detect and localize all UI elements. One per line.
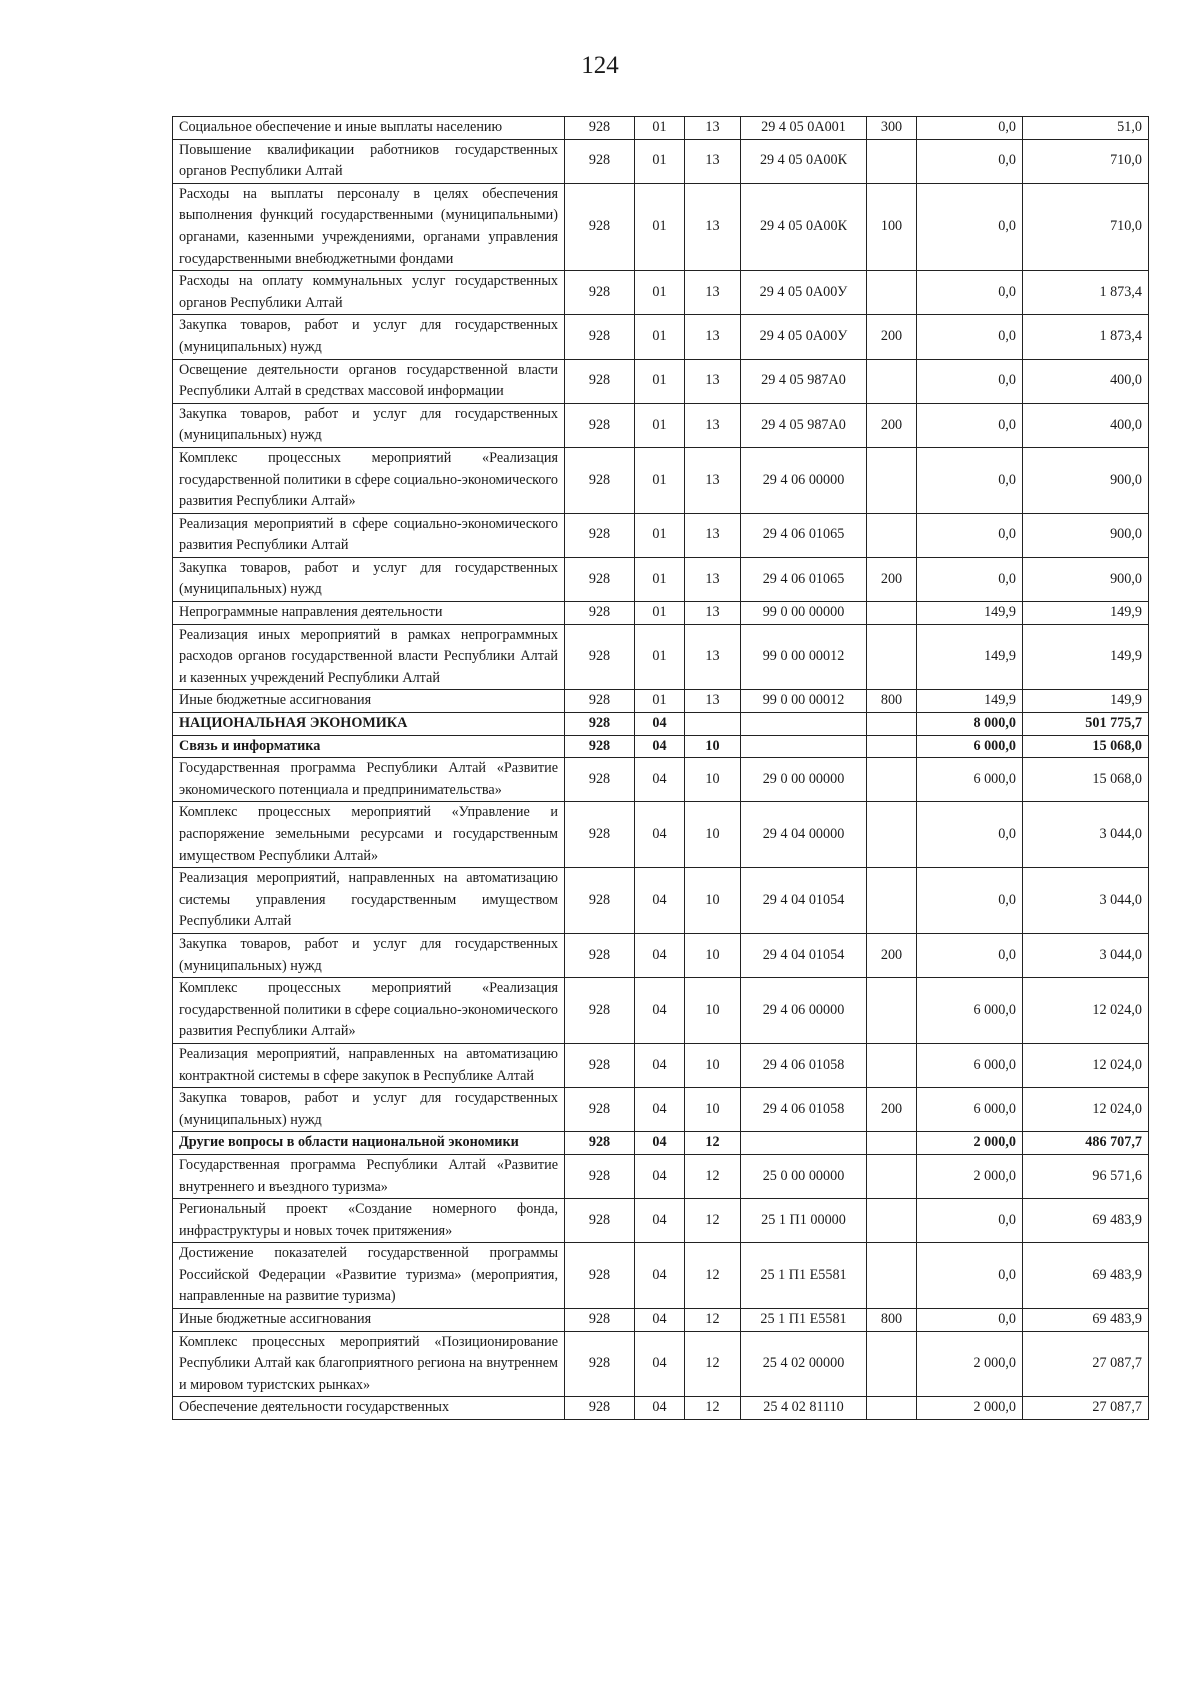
cell-subsection: 13	[685, 557, 741, 601]
cell-amount-1: 0,0	[917, 1199, 1023, 1243]
cell-section: 04	[635, 1243, 685, 1309]
cell-grbs: 928	[565, 1199, 635, 1243]
cell-grbs: 928	[565, 1243, 635, 1309]
cell-name: Комплекс процессных мероприятий «Реализация государственной политики в сфере социально-экономического развития Республики Алтай»	[173, 447, 565, 513]
cell-grbs: 928	[565, 758, 635, 802]
table-row	[173, 933, 1149, 977]
cell-name: Государственная программа Республики Алтай «Развитие экономического потенциала и предпринимательства»	[173, 758, 565, 802]
cell-grbs: 928	[565, 933, 635, 977]
cell-subsection: 10	[685, 802, 741, 868]
cell-name: Закупка товаров, работ и услуг для государственных (муниципальных) нужд	[173, 557, 565, 601]
table-row	[173, 735, 1149, 758]
cell-amount-2: 149,9	[1023, 602, 1149, 625]
cell-subsection: 10	[685, 933, 741, 977]
cell-subsection: 13	[685, 315, 741, 359]
table-row	[173, 1309, 1149, 1332]
cell-section: 01	[635, 557, 685, 601]
cell-name: Закупка товаров, работ и услуг для государственных (муниципальных) нужд	[173, 403, 565, 447]
cell-amount-1: 6 000,0	[917, 1043, 1023, 1087]
cell-section: 04	[635, 1043, 685, 1087]
cell-amount-2: 710,0	[1023, 183, 1149, 270]
cell-amount-2: 15 068,0	[1023, 735, 1149, 758]
table-row	[173, 183, 1149, 270]
cell-name: Закупка товаров, работ и услуг для государственных (муниципальных) нужд	[173, 933, 565, 977]
cell-name: Освещение деятельности органов государственной власти Республики Алтай в средствах массовой информации	[173, 359, 565, 403]
table-row	[173, 271, 1149, 315]
cell-name: Государственная программа Республики Алтай «Развитие внутреннего и въездного туризма»	[173, 1154, 565, 1198]
table-row	[173, 1397, 1149, 1420]
cell-name: Достижение показателей государственной программы Российской Федерации «Развитие туризма» (мероприятия, направленные на развитие туризма)	[173, 1243, 565, 1309]
cell-section: 04	[635, 1199, 685, 1243]
cell-amount-1: 0,0	[917, 802, 1023, 868]
cell-target-article: 29 4 05 0А001	[741, 117, 867, 140]
cell-section: 01	[635, 271, 685, 315]
cell-subsection: 10	[685, 735, 741, 758]
table-row	[173, 1199, 1149, 1243]
cell-expense-type: 200	[867, 315, 917, 359]
cell-section: 01	[635, 447, 685, 513]
cell-grbs: 928	[565, 690, 635, 713]
cell-grbs: 928	[565, 1397, 635, 1420]
cell-section: 04	[635, 1088, 685, 1132]
cell-grbs: 928	[565, 557, 635, 601]
cell-expense-type	[867, 624, 917, 690]
cell-target-article: 25 1 П1 00000	[741, 1199, 867, 1243]
cell-expense-type	[867, 513, 917, 557]
cell-subsection: 13	[685, 271, 741, 315]
cell-name: Расходы на оплату коммунальных услуг государственных органов Республики Алтай	[173, 271, 565, 315]
cell-grbs: 928	[565, 447, 635, 513]
cell-target-article: 29 4 06 01065	[741, 513, 867, 557]
cell-target-article: 29 4 06 01058	[741, 1088, 867, 1132]
cell-section: 01	[635, 139, 685, 183]
cell-grbs: 928	[565, 624, 635, 690]
cell-subsection: 12	[685, 1243, 741, 1309]
cell-subsection: 10	[685, 978, 741, 1044]
cell-target-article: 29 4 06 00000	[741, 978, 867, 1044]
cell-target-article: 29 4 05 0А00К	[741, 183, 867, 270]
table-row	[173, 868, 1149, 934]
cell-amount-1: 0,0	[917, 933, 1023, 977]
cell-grbs: 928	[565, 713, 635, 736]
cell-subsection: 13	[685, 447, 741, 513]
cell-amount-2: 3 044,0	[1023, 933, 1149, 977]
table-row	[173, 1154, 1149, 1198]
cell-amount-2: 400,0	[1023, 359, 1149, 403]
cell-name: Комплекс процессных мероприятий «Управление и распоряжение земельными ресурсами и государственным имуществом Республики Алтай»	[173, 802, 565, 868]
cell-amount-1: 0,0	[917, 557, 1023, 601]
cell-amount-1: 0,0	[917, 117, 1023, 140]
budget-table	[172, 116, 1149, 1420]
table-row	[173, 802, 1149, 868]
cell-name: Связь и информатика	[173, 735, 565, 758]
cell-amount-2: 12 024,0	[1023, 1043, 1149, 1087]
cell-name: Закупка товаров, работ и услуг для государственных (муниципальных) нужд	[173, 1088, 565, 1132]
cell-subsection: 13	[685, 117, 741, 140]
cell-amount-2: 501 775,7	[1023, 713, 1149, 736]
cell-section: 04	[635, 868, 685, 934]
cell-amount-2: 400,0	[1023, 403, 1149, 447]
cell-target-article	[741, 735, 867, 758]
cell-subsection: 12	[685, 1132, 741, 1155]
cell-grbs: 928	[565, 359, 635, 403]
cell-amount-1: 0,0	[917, 447, 1023, 513]
cell-expense-type: 200	[867, 557, 917, 601]
cell-section: 04	[635, 1309, 685, 1332]
cell-section: 01	[635, 690, 685, 713]
cell-target-article: 29 4 04 01054	[741, 933, 867, 977]
cell-name: НАЦИОНАЛЬНАЯ ЭКОНОМИКА	[173, 713, 565, 736]
cell-amount-1: 6 000,0	[917, 1088, 1023, 1132]
table-row	[173, 758, 1149, 802]
cell-amount-1: 8 000,0	[917, 713, 1023, 736]
cell-amount-1: 0,0	[917, 513, 1023, 557]
cell-subsection: 12	[685, 1331, 741, 1397]
cell-section: 01	[635, 359, 685, 403]
cell-expense-type	[867, 713, 917, 736]
cell-expense-type	[867, 758, 917, 802]
cell-section: 04	[635, 1331, 685, 1397]
cell-target-article: 29 4 05 0А00К	[741, 139, 867, 183]
cell-amount-2: 1 873,4	[1023, 271, 1149, 315]
cell-amount-2: 27 087,7	[1023, 1331, 1149, 1397]
cell-amount-1: 0,0	[917, 1243, 1023, 1309]
cell-expense-type	[867, 868, 917, 934]
cell-amount-1: 6 000,0	[917, 758, 1023, 802]
cell-expense-type: 200	[867, 403, 917, 447]
cell-section: 01	[635, 183, 685, 270]
cell-target-article: 29 4 06 01058	[741, 1043, 867, 1087]
table-row	[173, 713, 1149, 736]
cell-amount-2: 69 483,9	[1023, 1309, 1149, 1332]
cell-expense-type: 100	[867, 183, 917, 270]
cell-amount-1: 149,9	[917, 602, 1023, 625]
table-row	[173, 315, 1149, 359]
cell-amount-2: 486 707,7	[1023, 1132, 1149, 1155]
cell-expense-type: 200	[867, 933, 917, 977]
cell-expense-type	[867, 139, 917, 183]
cell-target-article: 99 0 00 00012	[741, 624, 867, 690]
cell-subsection: 12	[685, 1154, 741, 1198]
cell-name: Реализация иных мероприятий в рамках непрограммных расходов органов государственной власти Республики Алтай и казенных учреждений Республики Алтай	[173, 624, 565, 690]
cell-amount-2: 149,9	[1023, 624, 1149, 690]
cell-expense-type	[867, 1243, 917, 1309]
cell-expense-type	[867, 447, 917, 513]
table-row	[173, 447, 1149, 513]
cell-section: 04	[635, 758, 685, 802]
cell-target-article: 99 0 00 00000	[741, 602, 867, 625]
page-number: 124	[581, 52, 619, 79]
cell-subsection: 12	[685, 1397, 741, 1420]
cell-grbs: 928	[565, 602, 635, 625]
cell-amount-1: 6 000,0	[917, 978, 1023, 1044]
cell-section: 01	[635, 403, 685, 447]
table-row	[173, 403, 1149, 447]
cell-target-article: 29 0 00 00000	[741, 758, 867, 802]
cell-target-article: 25 4 02 81110	[741, 1397, 867, 1420]
cell-grbs: 928	[565, 403, 635, 447]
cell-name: Реализация мероприятий в сфере социально-экономического развития Республики Алтай	[173, 513, 565, 557]
cell-name: Реализация мероприятий, направленных на автоматизацию контрактной системы в сфере закупок в Республике Алтай	[173, 1043, 565, 1087]
table-row	[173, 1132, 1149, 1155]
cell-expense-type	[867, 1397, 917, 1420]
cell-expense-type	[867, 359, 917, 403]
cell-amount-1: 2 000,0	[917, 1331, 1023, 1397]
table-row	[173, 1331, 1149, 1397]
cell-target-article: 29 4 05 987А0	[741, 359, 867, 403]
cell-expense-type: 200	[867, 1088, 917, 1132]
table-row	[173, 602, 1149, 625]
cell-amount-2: 69 483,9	[1023, 1243, 1149, 1309]
cell-expense-type	[867, 602, 917, 625]
cell-amount-2: 900,0	[1023, 447, 1149, 513]
cell-grbs: 928	[565, 139, 635, 183]
table-row	[173, 139, 1149, 183]
cell-grbs: 928	[565, 183, 635, 270]
cell-grbs: 928	[565, 271, 635, 315]
cell-subsection: 13	[685, 624, 741, 690]
cell-expense-type	[867, 978, 917, 1044]
cell-amount-1: 0,0	[917, 139, 1023, 183]
cell-amount-2: 900,0	[1023, 513, 1149, 557]
cell-grbs: 928	[565, 1088, 635, 1132]
cell-name: Региональный проект «Создание номерного фонда, инфраструктуры и новых точек притяжения»	[173, 1199, 565, 1243]
cell-name: Комплекс процессных мероприятий «Реализация государственной политики в сфере социально-экономического развития Республики Алтай»	[173, 978, 565, 1044]
cell-expense-type	[867, 735, 917, 758]
cell-amount-1: 0,0	[917, 271, 1023, 315]
cell-amount-2: 710,0	[1023, 139, 1149, 183]
cell-grbs: 928	[565, 868, 635, 934]
cell-name: Социальное обеспечение и иные выплаты населению	[173, 117, 565, 140]
cell-target-article: 29 4 04 00000	[741, 802, 867, 868]
cell-amount-2: 12 024,0	[1023, 1088, 1149, 1132]
table-row	[173, 1043, 1149, 1087]
cell-amount-1: 2 000,0	[917, 1397, 1023, 1420]
cell-expense-type: 800	[867, 690, 917, 713]
cell-amount-2: 51,0	[1023, 117, 1149, 140]
cell-grbs: 928	[565, 1331, 635, 1397]
table-row	[173, 359, 1149, 403]
cell-amount-2: 12 024,0	[1023, 978, 1149, 1044]
cell-amount-1: 0,0	[917, 183, 1023, 270]
cell-subsection: 10	[685, 868, 741, 934]
cell-amount-2: 27 087,7	[1023, 1397, 1149, 1420]
cell-subsection: 12	[685, 1309, 741, 1332]
cell-grbs: 928	[565, 802, 635, 868]
cell-amount-1: 6 000,0	[917, 735, 1023, 758]
cell-section: 04	[635, 735, 685, 758]
cell-amount-2: 3 044,0	[1023, 802, 1149, 868]
cell-name: Повышение квалификации работников государственных органов Республики Алтай	[173, 139, 565, 183]
cell-grbs: 928	[565, 315, 635, 359]
cell-subsection: 13	[685, 139, 741, 183]
cell-grbs: 928	[565, 1154, 635, 1198]
cell-name: Непрограммные направления деятельности	[173, 602, 565, 625]
cell-expense-type	[867, 1132, 917, 1155]
cell-amount-2: 149,9	[1023, 690, 1149, 713]
table-row	[173, 690, 1149, 713]
cell-expense-type	[867, 1043, 917, 1087]
cell-subsection: 10	[685, 1043, 741, 1087]
cell-name: Другие вопросы в области национальной экономики	[173, 1132, 565, 1155]
table-row	[173, 978, 1149, 1044]
cell-subsection: 13	[685, 403, 741, 447]
table-row	[173, 117, 1149, 140]
cell-grbs: 928	[565, 735, 635, 758]
cell-subsection	[685, 713, 741, 736]
cell-expense-type: 800	[867, 1309, 917, 1332]
cell-target-article: 99 0 00 00012	[741, 690, 867, 713]
table-row	[173, 624, 1149, 690]
cell-grbs: 928	[565, 1043, 635, 1087]
table-row	[173, 513, 1149, 557]
cell-name: Иные бюджетные ассигнования	[173, 1309, 565, 1332]
cell-target-article: 29 4 06 00000	[741, 447, 867, 513]
cell-section: 01	[635, 117, 685, 140]
cell-amount-2: 69 483,9	[1023, 1199, 1149, 1243]
cell-amount-2: 3 044,0	[1023, 868, 1149, 934]
cell-amount-2: 96 571,6	[1023, 1154, 1149, 1198]
cell-expense-type	[867, 271, 917, 315]
cell-target-article: 25 1 П1 Е5581	[741, 1309, 867, 1332]
cell-grbs: 928	[565, 1309, 635, 1332]
cell-target-article: 25 0 00 00000	[741, 1154, 867, 1198]
cell-expense-type	[867, 1331, 917, 1397]
cell-amount-2: 1 873,4	[1023, 315, 1149, 359]
cell-subsection: 13	[685, 513, 741, 557]
cell-amount-2: 15 068,0	[1023, 758, 1149, 802]
cell-expense-type: 300	[867, 117, 917, 140]
cell-name: Обеспечение деятельности государственных	[173, 1397, 565, 1420]
cell-expense-type	[867, 802, 917, 868]
cell-amount-1: 0,0	[917, 1309, 1023, 1332]
table-row	[173, 1088, 1149, 1132]
cell-name: Расходы на выплаты персоналу в целях обеспечения выполнения функций государственными (муниципальными) органами, казенными учреждениями, органами управления государственными внебюджетными фондами	[173, 183, 565, 270]
table-row	[173, 1243, 1149, 1309]
cell-amount-1: 149,9	[917, 690, 1023, 713]
cell-amount-1: 0,0	[917, 868, 1023, 934]
cell-subsection: 10	[685, 758, 741, 802]
cell-section: 04	[635, 802, 685, 868]
cell-subsection: 13	[685, 602, 741, 625]
cell-target-article: 29 4 05 987А0	[741, 403, 867, 447]
cell-section: 01	[635, 624, 685, 690]
cell-section: 04	[635, 933, 685, 977]
cell-target-article	[741, 713, 867, 736]
cell-target-article: 29 4 05 0А00У	[741, 271, 867, 315]
cell-grbs: 928	[565, 513, 635, 557]
table-row	[173, 557, 1149, 601]
cell-amount-1: 0,0	[917, 403, 1023, 447]
cell-grbs: 928	[565, 117, 635, 140]
cell-section: 04	[635, 1132, 685, 1155]
cell-name: Иные бюджетные ассигнования	[173, 690, 565, 713]
cell-section: 04	[635, 1397, 685, 1420]
cell-amount-1: 0,0	[917, 315, 1023, 359]
cell-section: 04	[635, 713, 685, 736]
cell-amount-1: 2 000,0	[917, 1132, 1023, 1155]
cell-subsection: 13	[685, 183, 741, 270]
cell-target-article: 29 4 04 01054	[741, 868, 867, 934]
cell-subsection: 12	[685, 1199, 741, 1243]
cell-section: 01	[635, 513, 685, 557]
cell-amount-1: 2 000,0	[917, 1154, 1023, 1198]
cell-section: 04	[635, 1154, 685, 1198]
cell-expense-type	[867, 1199, 917, 1243]
cell-section: 01	[635, 315, 685, 359]
cell-subsection: 10	[685, 1088, 741, 1132]
cell-name: Комплекс процессных мероприятий «Позиционирование Республики Алтай как благоприятного региона на внутреннем и мировом туристских рынках»	[173, 1331, 565, 1397]
cell-grbs: 928	[565, 1132, 635, 1155]
cell-section: 01	[635, 602, 685, 625]
cell-grbs: 928	[565, 978, 635, 1044]
cell-section: 04	[635, 978, 685, 1044]
cell-expense-type	[867, 1154, 917, 1198]
cell-target-article: 25 1 П1 Е5581	[741, 1243, 867, 1309]
cell-name: Реализация мероприятий, направленных на автоматизацию системы управления государственным имуществом Республики Алтай	[173, 868, 565, 934]
cell-amount-1: 149,9	[917, 624, 1023, 690]
cell-subsection: 13	[685, 690, 741, 713]
cell-target-article: 29 4 05 0А00У	[741, 315, 867, 359]
cell-target-article: 25 4 02 00000	[741, 1331, 867, 1397]
cell-amount-2: 900,0	[1023, 557, 1149, 601]
cell-subsection: 13	[685, 359, 741, 403]
cell-name: Закупка товаров, работ и услуг для государственных (муниципальных) нужд	[173, 315, 565, 359]
cell-target-article: 29 4 06 01065	[741, 557, 867, 601]
cell-amount-1: 0,0	[917, 359, 1023, 403]
cell-target-article	[741, 1132, 867, 1155]
